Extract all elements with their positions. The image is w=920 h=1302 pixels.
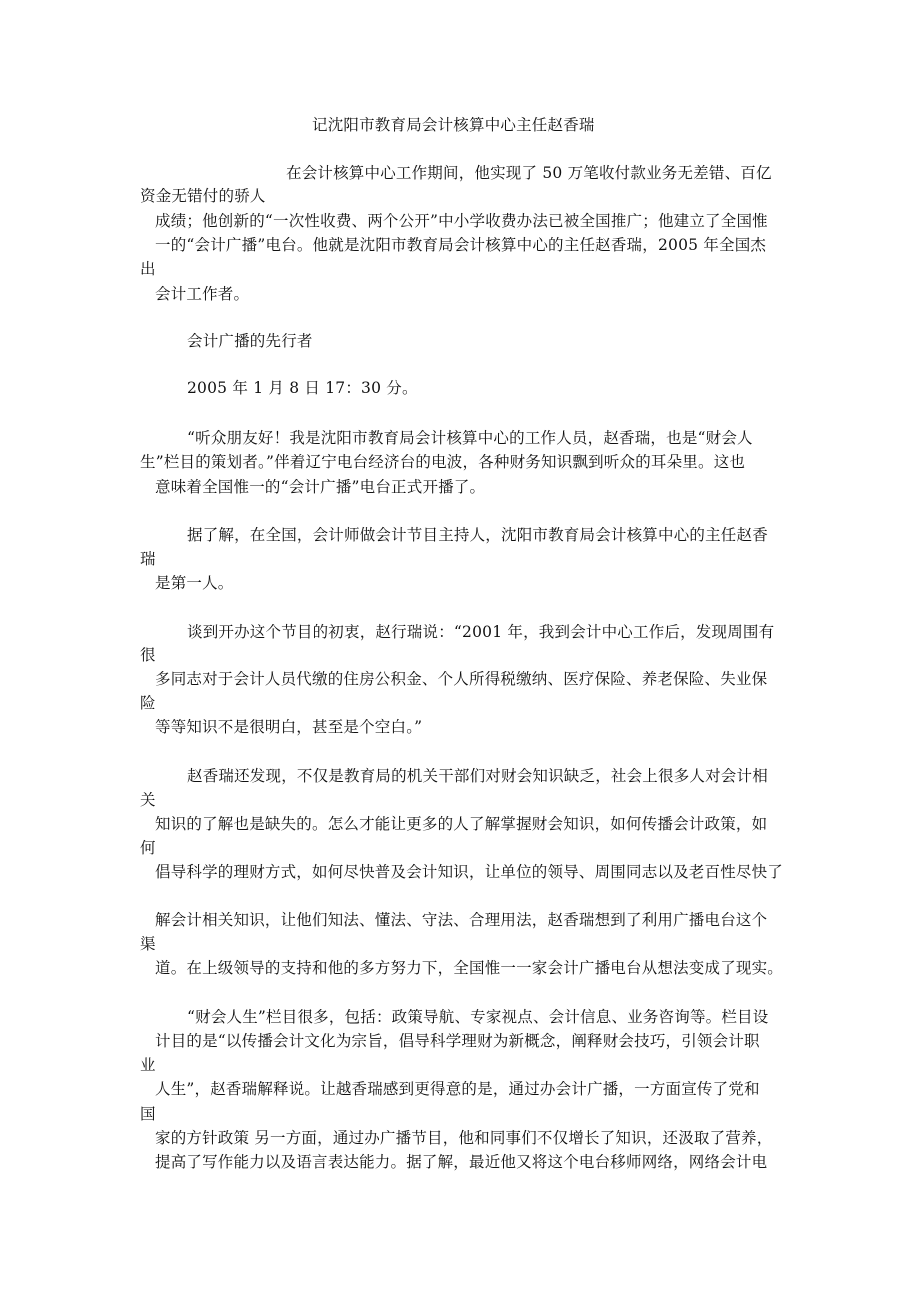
paragraph-line: 险 bbox=[140, 694, 156, 712]
paragraph-line: 倡导科学的理财方式，如何尽快普及会计知识，让单位的领导、周围同志以及老百性尽快了 bbox=[155, 863, 784, 881]
paragraph-line: 渠 bbox=[140, 935, 156, 953]
paragraph-line: 一的“会计广播”电台。他就是沈阳市教育局会计核算中心的主任赵香瑞，2005 年全国杰 bbox=[155, 236, 767, 254]
paragraph-line: 家的方针政策 另一方面，通过办广播节目，他和同事们不仅增长了知识，还汲取了营养， bbox=[155, 1129, 773, 1147]
paragraph-line: 意味着全国惟一的“会计广播”电台正式开播了。 bbox=[155, 478, 486, 496]
paragraph-line: “财会人生”栏目很多，包括：政策导航、专家视点、会计信息、业务咨询等。栏目设 bbox=[187, 1008, 769, 1026]
paragraph-line: 道。在上级领导的支持和他的多方努力下，全国惟一一家会计广播电台从想法变成了现实。 bbox=[155, 959, 784, 977]
paragraph-line: “听众朋友好！我是沈阳市教育局会计核算中心的工作人员，赵香瑞，也是“财会人 bbox=[187, 429, 753, 447]
paragraph-line: 资金无错付的骄人 bbox=[140, 187, 266, 205]
paragraph-line: 赵香瑞还发现，不仅是教育局的机关干部们对财会知识缺乏，社会上很多人对会计相 bbox=[187, 767, 768, 785]
paragraph-line: 计目的是“以传播会计文化为宗旨，倡导科学理财为新概念，阐释财会技巧，引领会计职 bbox=[155, 1032, 760, 1050]
paragraph-line: 据了解，在全国，会计师做会计节目主持人，沈阳市教育局会计核算中心的主任赵香 bbox=[187, 526, 768, 544]
paragraph-line: 提高了写作能力以及语言表达能力。据了解，最近他又将这个电台移师网络，网络会计电 bbox=[155, 1153, 768, 1171]
paragraph-line: 何 bbox=[140, 839, 156, 857]
paragraph-line: 谈到开办这个节目的初衷，赵行瑞说：“2001 年，我到会计中心工作后，发现周围有 bbox=[187, 623, 775, 641]
paragraph-line: 2005 年 1 月 8 日 17：30 分。 bbox=[187, 379, 418, 397]
paragraph-line: 成绩；他创新的“一次性收费、两个公开”中小学收费办法已被全国推广；他建立了全国惟 bbox=[155, 212, 768, 230]
paragraph-line: 是第一人。 bbox=[155, 574, 234, 592]
paragraph-line: 人生”，赵香瑞解释说。让越香瑞感到更得意的是，通过办会计广播，一方面宣传了党和 bbox=[155, 1080, 760, 1098]
paragraph-line: 知识的了解也是缺失的。怎么才能让更多的人了解掌握财会知识，如何传播会计政策，如 bbox=[155, 815, 768, 833]
document-title: 记沈阳市教育局会计核算中心主任赵香瑞 bbox=[312, 116, 595, 134]
paragraph-line: 出 bbox=[140, 260, 156, 278]
paragraph-line: 在会计核算中心工作期间，他实现了 50 万笔收付款业务无差错、百亿 bbox=[286, 164, 772, 182]
paragraph-line: 很 bbox=[140, 646, 156, 664]
paragraph-line: 多同志对于会计人员代缴的住房公积金、个人所得税缴纳、医疗保险、养老保险、失业保 bbox=[155, 670, 768, 688]
paragraph-line: 关 bbox=[140, 791, 156, 809]
paragraph-line: 业 bbox=[140, 1056, 156, 1074]
paragraph-line: 生”栏目的策划者。”伴着辽宁电台经济台的电波，各种财务知识飘到听众的耳朵里。这也 bbox=[140, 453, 746, 471]
section-heading: 会计广播的先行者 bbox=[187, 332, 313, 350]
paragraph-line: 国 bbox=[140, 1105, 156, 1123]
paragraph-line: 等等知识不是很明白，甚至是个空白。” bbox=[155, 718, 423, 736]
paragraph-line: 会计工作者。 bbox=[155, 285, 250, 303]
paragraph-line: 解会计相关知识，让他们知法、懂法、守法、合理用法，赵香瑞想到了利用广播电台这个 bbox=[155, 911, 768, 929]
paragraph-line: 瑞 bbox=[140, 550, 156, 568]
